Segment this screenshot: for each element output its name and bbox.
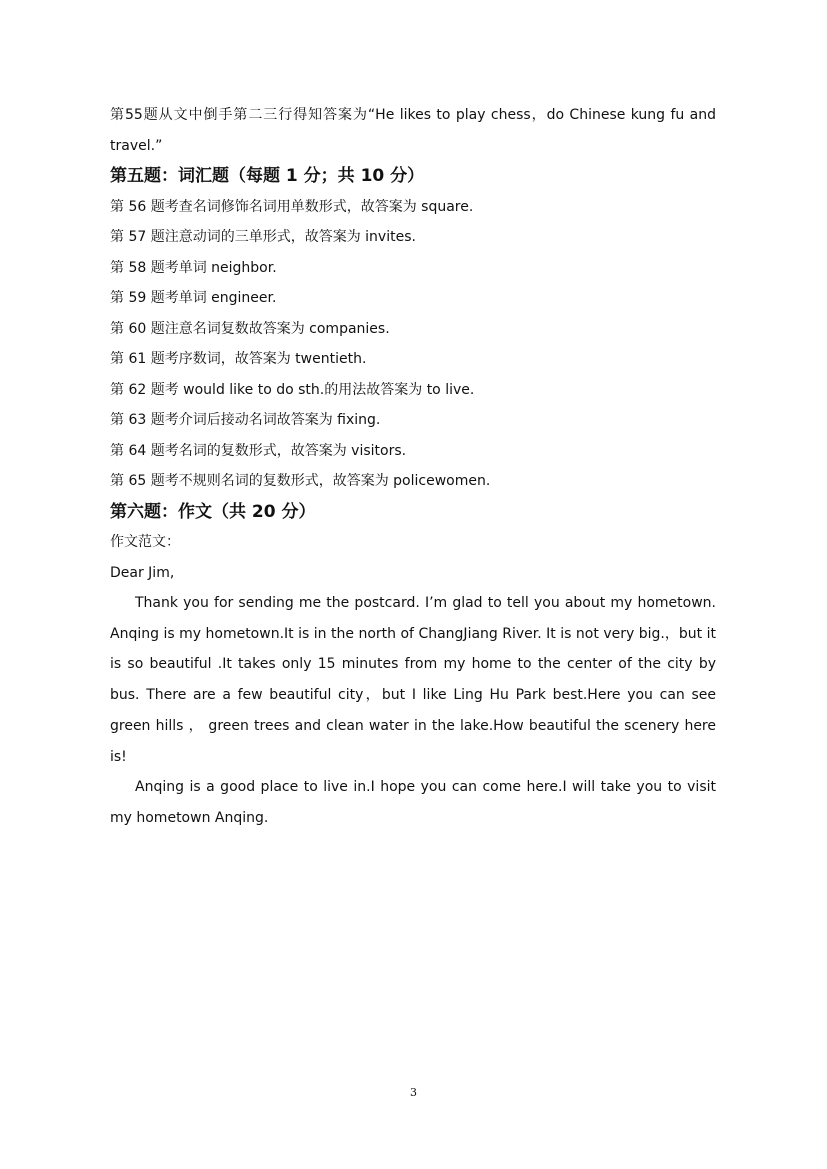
vocab-answer-63: 第 63 题考介词后接动名词故答案为 fixing. (110, 412, 381, 428)
document-page (110, 100, 716, 834)
section5-heading: 第五题：词汇题（每题 1 分；共 10 分） (110, 166, 425, 186)
vocab-answer-65: 第 65 题考不规则名词的复数形式，故答案为 policewomen. (110, 473, 491, 489)
vocab-answer-59: 第 59 题考单词 engineer. (110, 290, 277, 306)
section6-heading: 第六题：作文（共 20 分） (110, 501, 316, 522)
essay-paragraph-2: Anqing is a good place to live in.I hope you can come here.I will take you to visit my hometown Anqing. (110, 779, 716, 826)
vocab-answer-list (110, 192, 716, 497)
q55-explanation: 第55题从文中倒手第二三行得知答案为“He likes to play chess，do Chinese kung fu and travel.” (110, 107, 716, 154)
vocab-answer-61: 第 61 题考序数词，故答案为 twentieth. (110, 351, 367, 367)
page-number: 3 (410, 1086, 417, 1099)
vocab-answer-56: 第 56 题考查名词修饰名词用单数形式，故答案为 square. (110, 198, 474, 215)
essay-label: 作文范文： (110, 534, 180, 550)
vocab-answer-57: 第 57 题注意动词的三单形式，故答案为 invites. (110, 229, 416, 245)
essay-salutation: Dear Jim, (110, 564, 175, 581)
vocab-answer-62: 第 62 题考 would like to do sth.的用法故答案为 to live. (110, 381, 475, 398)
essay (110, 527, 716, 834)
vocab-answer-60: 第 60 题注意名词复数故答案为 companies. (110, 320, 390, 337)
essay-paragraph-1: Thank you for sending me the postcard. I’m glad to tell you about my hometown. Anqing is my hometown.It is in the north of ChangJiang River. It is not very big.，but it is so beautiful .It takes only 15 minutes from my home to the center of the city by bus. There are a few beautiful city，but I like Ling Hu Park best.Here you can see green hills ， green trees and clean water in the lake.How beautiful the scenery here is! (110, 595, 716, 765)
vocab-answer-64: 第 64 题考名词的复数形式，故答案为 visitors. (110, 442, 407, 459)
vocab-answer-58: 第 58 题考单词 neighbor. (110, 259, 277, 276)
